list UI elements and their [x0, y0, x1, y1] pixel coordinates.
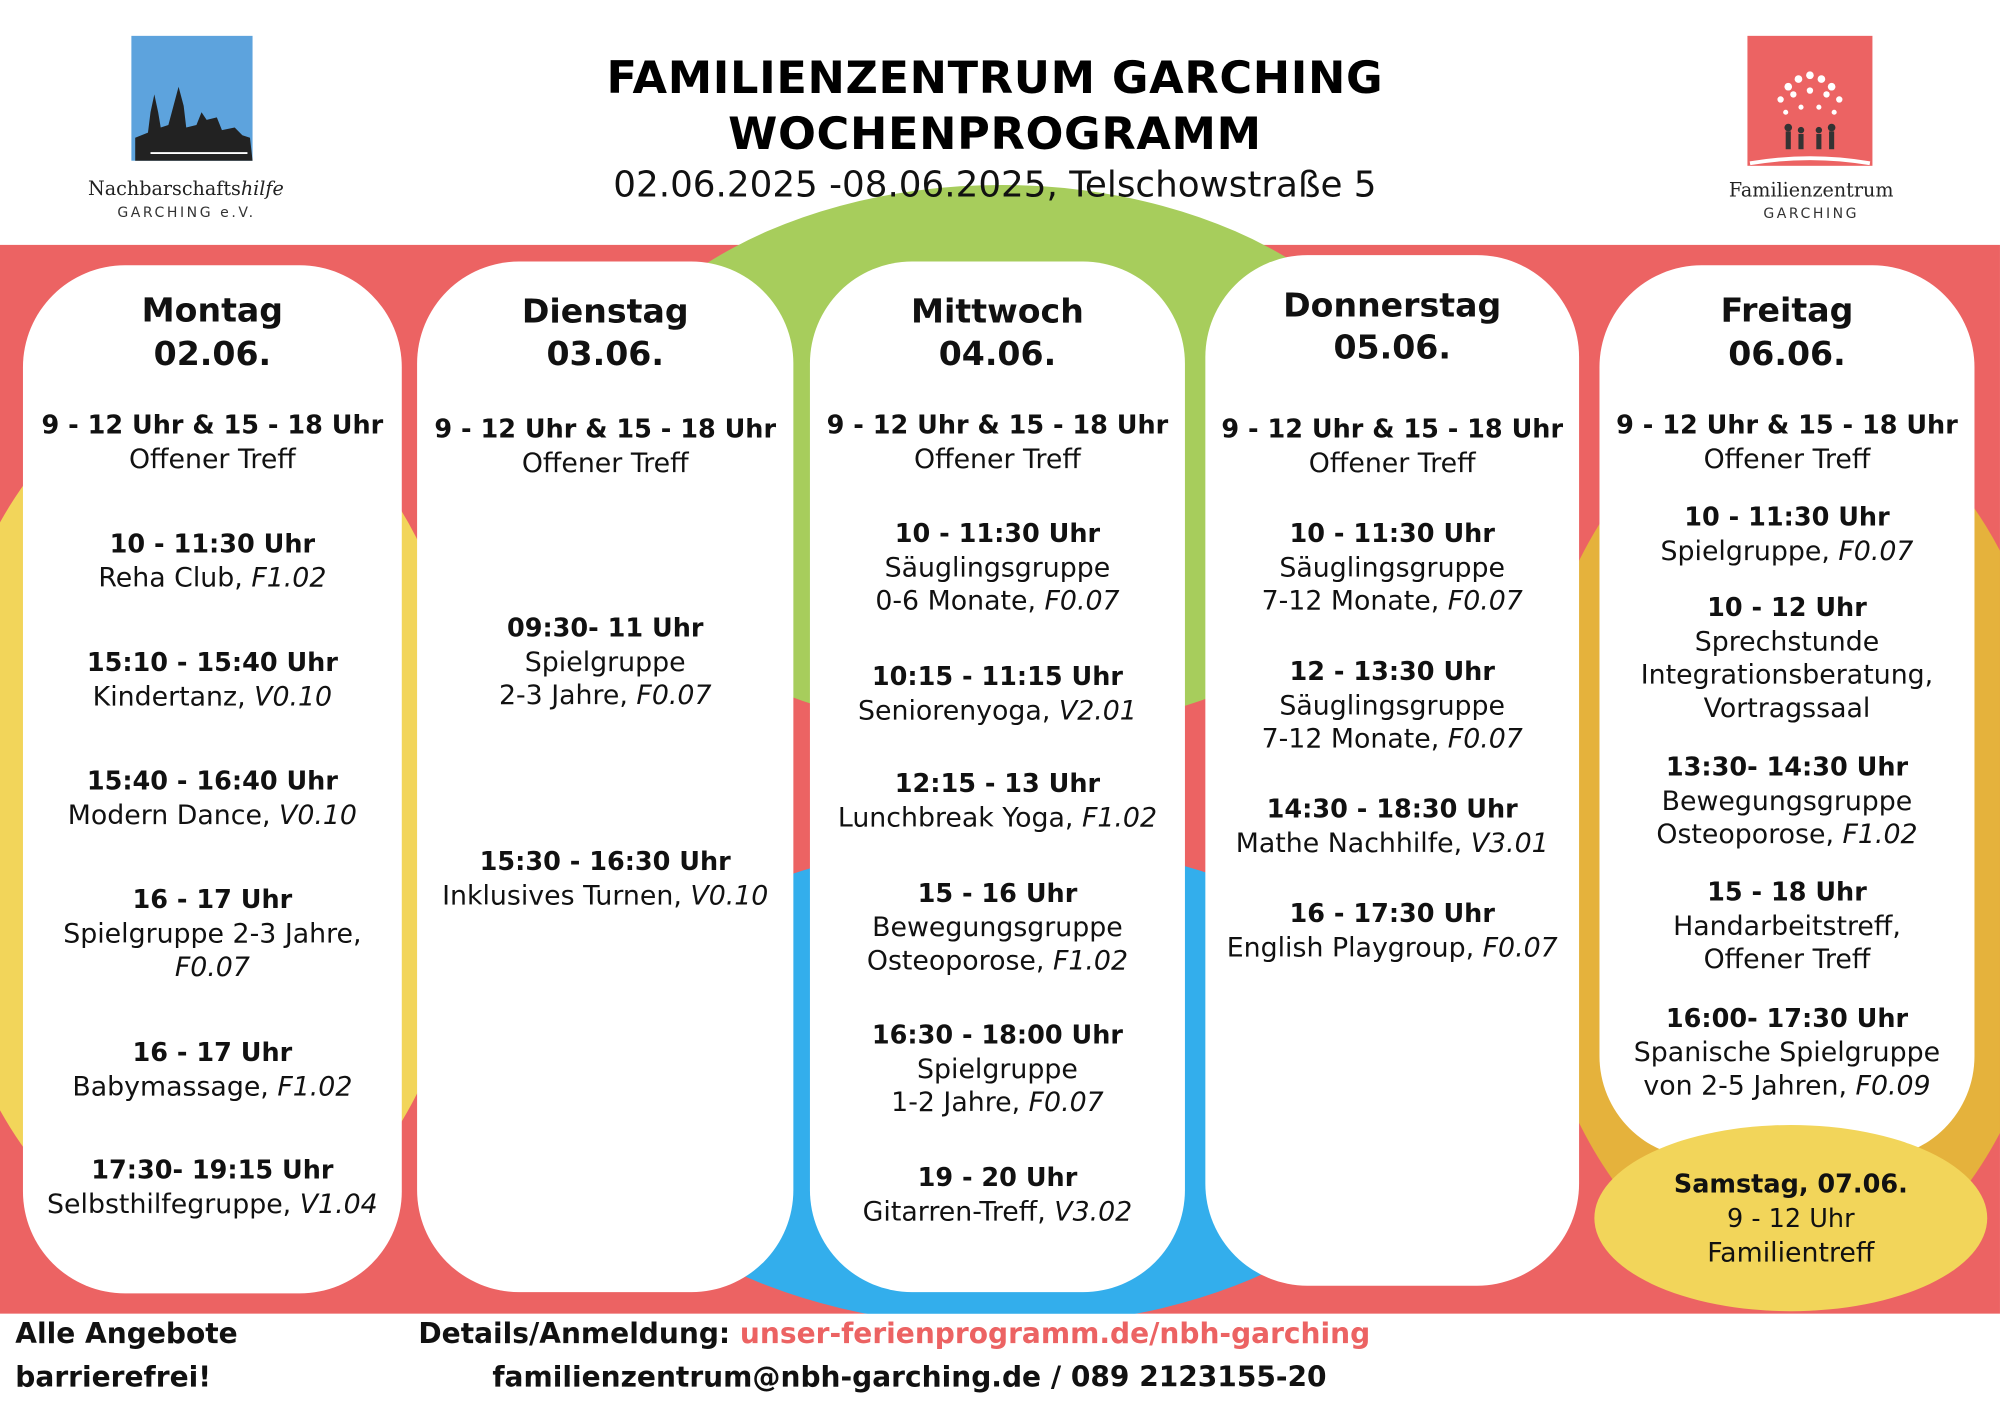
event-description	[1205, 931, 1579, 964]
event-description	[810, 1085, 1185, 1118]
event-description	[417, 679, 793, 712]
event-item	[1599, 591, 1974, 725]
event-room: F0.07	[1044, 585, 1120, 617]
event-text: Integrationsberatung,	[1640, 659, 1934, 691]
event-text: Spanische Spielgruppe	[1633, 1036, 1941, 1068]
event-description	[1599, 818, 1974, 851]
event-description	[810, 1052, 1185, 1085]
event-time: 9 - 12 Uhr & 15 - 18 Uhr	[1221, 413, 1564, 444]
event-room: V0.10	[690, 880, 769, 911]
event-item	[1599, 1001, 1974, 1102]
event-description	[1205, 722, 1579, 755]
event-item	[1599, 500, 1974, 568]
details-line	[418, 1319, 1370, 1351]
barrier-free-line2: barrierefrei!	[15, 1362, 212, 1395]
event-room: F0.07	[636, 679, 712, 711]
saturday-time: 9 - 12 Uhr	[1727, 1202, 1855, 1234]
event-item	[810, 767, 1185, 835]
event-time: 9 - 12 Uhr & 15 - 18 Uhr	[434, 413, 777, 444]
event-description	[810, 551, 1185, 584]
event-room: F1.02	[251, 562, 327, 594]
event-time: 09:30- 11 Uhr	[506, 612, 704, 643]
event-item	[417, 844, 793, 912]
event-room: F1.02	[1842, 818, 1918, 850]
event-description	[1599, 1036, 1974, 1069]
event-text: Osteoporose,	[866, 945, 1053, 976]
fz-logo-name: Familienzentrum	[1728, 178, 1894, 202]
family-tree-icon	[1722, 36, 1901, 176]
event-room: F0.07	[1447, 723, 1523, 754]
event-time: 15 - 16 Uhr	[917, 877, 1078, 909]
event-text: Offener Treff	[521, 447, 689, 479]
event-item	[1205, 654, 1579, 755]
event-item	[23, 527, 402, 595]
event-room: F0.07	[174, 951, 250, 983]
event-text: Babymassage,	[72, 1071, 278, 1103]
event-time: 19 - 20 Uhr	[917, 1161, 1078, 1193]
day-date: 06.06.	[1728, 335, 1846, 374]
event-time: 16 - 17:30 Uhr	[1289, 897, 1495, 929]
event-text: Sprechstunde	[1694, 626, 1880, 657]
day-name: Montag	[141, 292, 284, 331]
event-description	[1205, 689, 1579, 722]
event-room: V1.04	[299, 1188, 378, 1220]
event-item	[810, 517, 1185, 618]
event-item	[1599, 875, 1974, 976]
event-item	[810, 1161, 1185, 1229]
saturday-title: Samstag, 07.06.	[1673, 1168, 1908, 1199]
event-description	[810, 801, 1185, 834]
event-text: 2-3 Jahre,	[498, 679, 637, 711]
day-name: Freitag	[1720, 292, 1854, 331]
event-description	[810, 694, 1185, 727]
event-text: Inklusives Turnen,	[442, 880, 691, 911]
event-room: F0.09	[1855, 1070, 1931, 1101]
event-text: Spielgruppe	[917, 1053, 1078, 1085]
event-text: Spielgruppe 2-3 Jahre,	[63, 918, 362, 949]
event-time: 12 - 13:30 Uhr	[1289, 655, 1495, 687]
event-time: 10 - 11:30 Uhr	[109, 528, 316, 559]
poster-title-line2: WOCHENPROGRAMM	[728, 109, 1262, 161]
event-time: 9 - 12 Uhr & 15 - 18 Uhr	[41, 409, 384, 441]
event-text: Handarbeitstreff,	[1673, 910, 1901, 942]
event-time: 10 - 11:30 Uhr	[1684, 501, 1890, 532]
details-label: Details/Anmeldung:	[418, 1318, 740, 1351]
event-room: V0.10	[254, 681, 333, 712]
event-item	[23, 645, 402, 713]
event-time: 10:15 - 11:15 Uhr	[871, 660, 1123, 692]
day-name: Dienstag	[521, 293, 689, 332]
event-time: 10 - 11:30 Uhr	[1289, 517, 1495, 549]
event-item	[23, 883, 402, 984]
event-description	[810, 944, 1185, 977]
event-item	[810, 876, 1185, 977]
event-time: 16:00- 17:30 Uhr	[1665, 1002, 1909, 1034]
event-text: Säuglingsgruppe	[1279, 690, 1506, 721]
event-text: von 2-5 Jahren,	[1643, 1070, 1856, 1101]
day-date: 05.06.	[1333, 329, 1451, 368]
event-description	[810, 1195, 1185, 1228]
event-item	[23, 764, 402, 832]
poster-title-line1: FAMILIENZENTRUM GARCHING	[606, 53, 1384, 105]
event-description	[810, 584, 1185, 617]
event-item	[1599, 750, 1974, 851]
poster-subtitle: 02.06.2025 -08.06.2025, Telschowstraße 5	[613, 163, 1377, 206]
event-room: F1.02	[1081, 802, 1158, 833]
fz-logo-sub: GARCHING	[1763, 205, 1860, 222]
event-description	[1205, 584, 1579, 617]
event-description	[1599, 443, 1974, 476]
saturday-label: Familientreff	[1707, 1237, 1875, 1268]
nachbarschaftshilfe-logo	[84, 36, 301, 227]
event-description	[1599, 625, 1974, 658]
event-description	[1599, 534, 1974, 567]
event-time: 14:30 - 18:30 Uhr	[1266, 793, 1518, 824]
event-description	[23, 443, 402, 476]
event-text: 0-6 Monate,	[875, 585, 1045, 617]
event-text: Lunchbreak Yoga,	[837, 802, 1082, 833]
event-room: F1.02	[277, 1071, 353, 1103]
event-text: Offener Treff	[128, 443, 296, 475]
event-text: Spielgruppe,	[1660, 535, 1839, 567]
event-description	[23, 680, 402, 713]
event-description	[23, 798, 402, 831]
event-description	[417, 879, 793, 912]
event-description	[1205, 827, 1579, 860]
event-text: Vortragssaal	[1703, 692, 1871, 724]
event-item	[810, 1018, 1185, 1119]
day-name: Donnerstag	[1283, 286, 1502, 326]
event-text: Osteoporose,	[1656, 818, 1843, 850]
event-text: 7-12 Monate,	[1261, 585, 1448, 617]
barrier-free-line1: Alle Angebote	[15, 1318, 238, 1351]
event-description	[23, 950, 402, 983]
event-description	[1599, 943, 1974, 976]
event-room: F0.07	[1838, 535, 1914, 567]
event-time: 9 - 12 Uhr & 15 - 18 Uhr	[826, 409, 1169, 441]
event-description	[417, 645, 793, 678]
event-time: 15:10 - 15:40 Uhr	[86, 646, 338, 678]
event-item	[417, 412, 793, 480]
event-text: Mathe Nachhilfe,	[1235, 827, 1471, 859]
contact-line[interactable]: familienzentrum@nbh-garching.de / 089 2123155-20	[492, 1362, 1327, 1395]
event-text: Offener Treff	[1308, 447, 1476, 479]
event-item	[1205, 897, 1579, 965]
event-text: Seniorenyoga,	[858, 695, 1059, 726]
event-description	[810, 911, 1185, 944]
event-time: 16 - 17 Uhr	[132, 883, 293, 915]
event-text: Selbsthilfegruppe,	[47, 1188, 300, 1220]
event-item	[1205, 792, 1579, 860]
event-room: F0.07	[1028, 1086, 1104, 1118]
event-item	[23, 408, 402, 476]
event-item	[1205, 517, 1579, 618]
nbh-logo-name: Nachbarschaftshilfe	[88, 177, 284, 201]
event-description	[810, 443, 1185, 476]
event-time: 15:40 - 16:40 Uhr	[86, 765, 338, 796]
event-item	[810, 659, 1185, 727]
town-skyline-icon	[84, 36, 301, 176]
event-description	[23, 561, 402, 594]
event-text: Modern Dance,	[67, 799, 280, 831]
event-room: F0.07	[1482, 932, 1558, 964]
event-description	[1599, 691, 1974, 724]
day-name: Mittwoch	[911, 293, 1084, 332]
event-description	[1599, 1069, 1974, 1102]
event-time: 15:30 - 16:30 Uhr	[479, 845, 731, 877]
event-item	[23, 1153, 402, 1221]
event-description	[1205, 446, 1579, 479]
event-description	[23, 1187, 402, 1220]
event-time: 12:15 - 13 Uhr	[894, 767, 1101, 799]
event-text: Offener Treff	[1703, 443, 1871, 475]
event-time: 16 - 17 Uhr	[132, 1036, 293, 1068]
event-time: 17:30- 19:15 Uhr	[91, 1154, 334, 1185]
event-item	[1599, 408, 1974, 476]
familienzentrum-logo	[1722, 36, 1901, 227]
day-date: 02.06.	[153, 335, 272, 374]
day-date: 03.06.	[546, 335, 664, 374]
nbh-logo-sub: GARCHING e.V.	[117, 204, 256, 221]
day-date: 04.06.	[938, 335, 1057, 374]
event-room: V3.02	[1054, 1196, 1133, 1228]
event-description	[1599, 658, 1974, 691]
event-item	[810, 408, 1185, 476]
event-time: 9 - 12 Uhr & 15 - 18 Uhr	[1616, 409, 1958, 441]
event-item	[23, 1036, 402, 1104]
event-description	[417, 446, 793, 479]
event-text: Bewegungsgruppe	[872, 911, 1123, 943]
event-time: 13:30- 14:30 Uhr	[1665, 751, 1909, 782]
event-text: Offener Treff	[1703, 943, 1871, 975]
event-text: Säuglingsgruppe	[884, 552, 1111, 583]
event-text: Säuglingsgruppe	[1279, 552, 1506, 583]
event-description	[1599, 784, 1974, 817]
event-text: English Playgroup,	[1226, 932, 1483, 964]
event-time: 10 - 11:30 Uhr	[894, 517, 1101, 549]
event-text: Reha Club,	[98, 562, 252, 594]
event-item	[1205, 412, 1579, 480]
event-item	[417, 611, 793, 712]
event-text: Bewegungsgruppe	[1661, 785, 1913, 817]
event-text: Spielgruppe	[524, 646, 686, 678]
event-text: 7-12 Monate,	[1261, 723, 1448, 754]
event-time: 16:30 - 18:00 Uhr	[871, 1019, 1123, 1050]
day-card-thursday	[1205, 255, 1579, 1286]
saturday-badge	[1594, 1125, 1987, 1311]
details-link[interactable]: unser-ferienprogramm.de/nbh-garching	[739, 1318, 1371, 1351]
event-time: 10 - 12 Uhr	[1707, 591, 1867, 623]
event-room: F0.07	[1447, 585, 1523, 617]
event-text: 1-2 Jahre,	[891, 1086, 1029, 1118]
event-room: F1.02	[1052, 945, 1129, 976]
event-text: Offener Treff	[914, 443, 1081, 475]
event-description	[23, 1070, 402, 1103]
event-description	[1599, 909, 1974, 942]
event-description	[1205, 551, 1579, 584]
event-text: Gitarren-Treff,	[862, 1196, 1055, 1228]
event-description	[23, 917, 402, 950]
event-room: V3.01	[1470, 827, 1549, 859]
event-room: V2.01	[1058, 695, 1137, 726]
event-time: 15 - 18 Uhr	[1707, 876, 1867, 907]
event-room: V0.10	[279, 799, 357, 831]
event-text: Kindertanz,	[92, 681, 255, 712]
